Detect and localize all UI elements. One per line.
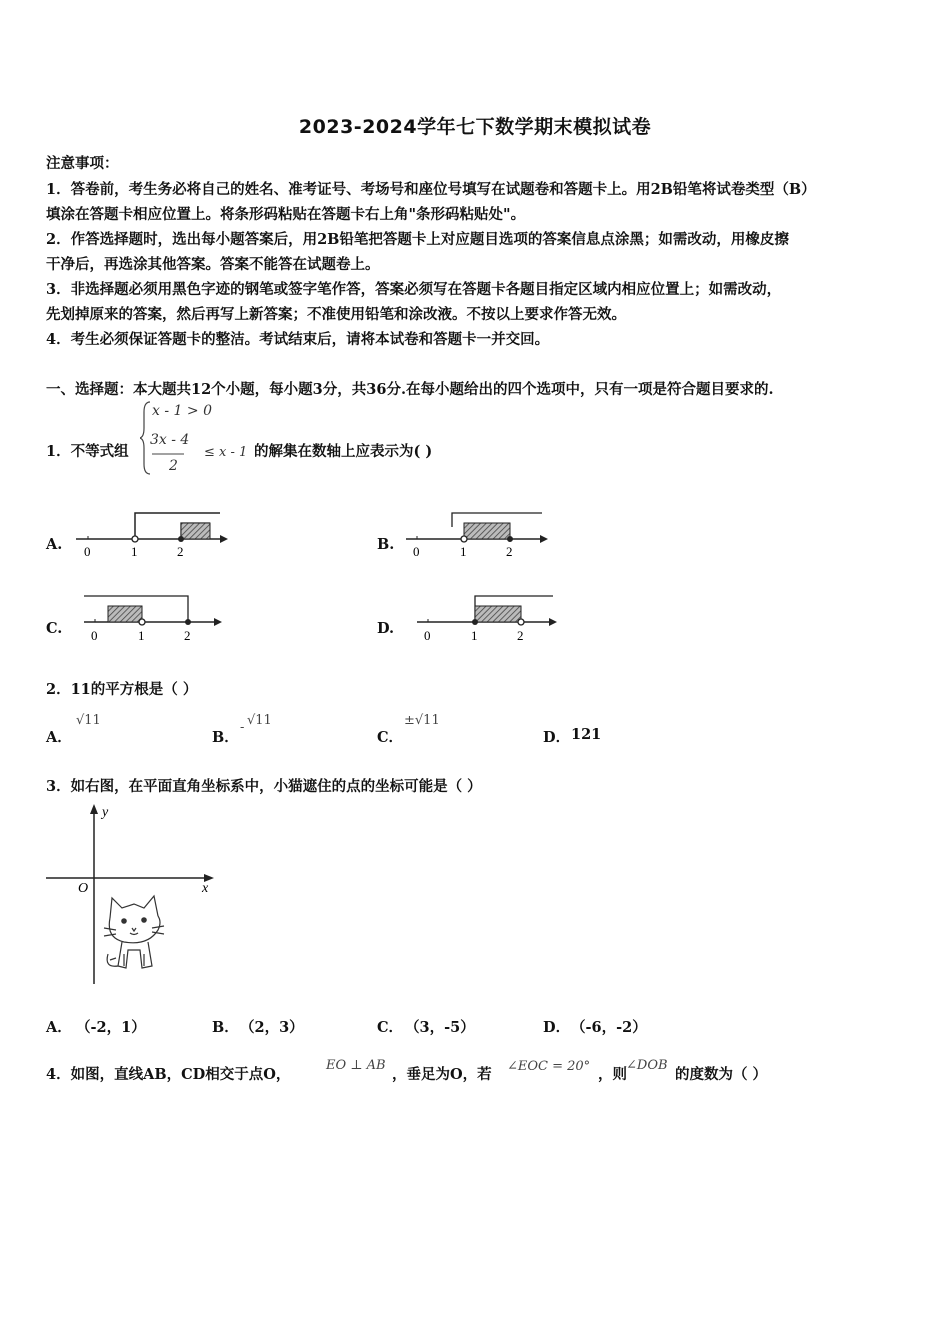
- q1-frac-den: 2: [169, 458, 178, 474]
- tick-1: 1: [460, 544, 467, 559]
- q3-option-a-label[interactable]: A．: [46, 1019, 72, 1036]
- origin-label: O: [78, 881, 89, 896]
- open-dot-1: [461, 536, 467, 542]
- q1-option-d-numberline[interactable]: [413, 588, 563, 646]
- shaded-region: [181, 523, 210, 539]
- q2-option-d-value: 121: [571, 726, 602, 743]
- cat-icon: [104, 896, 164, 968]
- tick-0: 0: [84, 544, 91, 559]
- shaded-region: [475, 606, 521, 622]
- q1-frac-num: 3x - 4: [150, 432, 190, 448]
- notice-line-5: 3．非选择题必须用黑色字迹的钢笔或签字笔作答，答案必须写在答题卡各题目指定区域内相应位置上；如需改动，: [46, 281, 782, 298]
- tick-2: 2: [517, 628, 524, 643]
- q4-math-angle-eoc: ∠EOC = 20°: [507, 1059, 591, 1074]
- q4-math-angle-dob: ∠DOB: [626, 1058, 668, 1073]
- tick-2: 2: [184, 628, 191, 643]
- solid-dot-2: [507, 536, 513, 542]
- tick-0: 0: [424, 628, 431, 643]
- q2-option-b-label[interactable]: B．: [212, 729, 239, 746]
- q1-option-b-label[interactable]: B.: [377, 536, 395, 553]
- notice-line-2: 填涂在答题卡相应位置上。将条形码粘贴在答题卡右上角"条形码粘贴处"。: [46, 206, 526, 223]
- q4-suffix: 的度数为（ ）: [675, 1066, 768, 1083]
- solid-dot-2: [178, 536, 184, 542]
- solid-dot-2: [185, 619, 191, 625]
- notice-line-7: 4．考生必须保证答题卡的整洁。考试结束后，请将本试卷和答题卡一并交回。: [46, 331, 550, 348]
- q2-option-c-label[interactable]: C．: [377, 729, 404, 746]
- open-dot-1: [139, 619, 145, 625]
- shaded-region: [108, 606, 142, 622]
- q4-mid1: ，垂足为O，若: [392, 1066, 492, 1083]
- q2-option-a-value: √11: [76, 713, 101, 728]
- q1-suffix: 的解集在数轴上应表示为( ): [254, 443, 433, 460]
- tick-1: 1: [131, 544, 138, 559]
- q4-math-eo-perp-ab: EO ⊥ AB: [326, 1058, 386, 1073]
- q4-mid2: ，则: [598, 1066, 627, 1083]
- open-dot-1: [132, 536, 138, 542]
- notice-line-1: 1．答卷前，考生务必将自己的姓名、准考证号、考场号和座位号填写在试题卷和答题卡上。用2B铅笔将试卷类型（B）: [46, 181, 816, 198]
- q1-ineq1: x - 1 > 0: [152, 403, 212, 419]
- q1-option-c-label[interactable]: C.: [46, 620, 63, 637]
- q3-option-c-label[interactable]: C．: [377, 1019, 404, 1036]
- open-dot-2: [518, 619, 524, 625]
- q3-option-b-value: （2，3）: [240, 1019, 304, 1036]
- q2-option-c-value: ±√11: [404, 713, 440, 728]
- notice-line-3: 2．作答选择题时，选出每小题答案后，用2B铅笔把答题卡上对应题目选项的答案信息点涂黑；如需改动，用橡皮擦: [46, 231, 789, 248]
- q3-option-d-label[interactable]: D．: [543, 1019, 571, 1036]
- tick-0: 0: [413, 544, 420, 559]
- q1-option-b-numberline[interactable]: [402, 505, 557, 563]
- q4-prefix: 4．如图，直线AB，CD相交于点O，: [46, 1066, 291, 1083]
- q3-stem: 3．如右图，在平面直角坐标系中，小猫遮住的点的坐标可能是（ ）: [46, 778, 482, 795]
- y-axis-label: y: [102, 805, 109, 820]
- axis-arrow: [220, 535, 228, 543]
- q2-option-d-label[interactable]: D．: [543, 729, 571, 746]
- q1-option-d-label[interactable]: D.: [377, 620, 395, 637]
- q2-option-b-value: √11: [247, 713, 272, 728]
- solid-dot-1: [472, 619, 478, 625]
- q1-ineq2-tail: ≤ x - 1: [204, 445, 248, 460]
- tick-2: 2: [177, 544, 184, 559]
- page-title: 2023-2024学年七下数学期末模拟试卷: [298, 116, 652, 138]
- tick-1: 1: [138, 628, 145, 643]
- shaded-region: [464, 523, 510, 539]
- q2-stem: 2．11的平方根是（ ）: [46, 681, 198, 698]
- q1-prefix: 1．不等式组: [46, 443, 129, 460]
- q3-option-a-value: （-2，1）: [76, 1019, 146, 1036]
- q3-coordinate-figure: [44, 800, 224, 990]
- q1-option-c-numberline[interactable]: [80, 588, 230, 646]
- q1-option-a-label[interactable]: A.: [46, 536, 63, 553]
- q1-option-a-numberline[interactable]: [70, 505, 245, 563]
- notice-line-4: 干净后，再选涂其他答案。答案不能答在试题卷上。: [46, 256, 380, 273]
- tick-2: 2: [506, 544, 513, 559]
- tick-0: 0: [91, 628, 98, 643]
- q3-option-c-value: （3，-5）: [405, 1019, 475, 1036]
- q2-option-a-label[interactable]: A．: [46, 729, 72, 746]
- q3-option-d-value: （-6，-2）: [571, 1019, 647, 1036]
- q2-option-b-prefix: -: [240, 720, 245, 735]
- x-axis-label: x: [202, 881, 209, 896]
- notice-line-6: 先划掉原来的答案，然后再写上新答案；不准使用铅笔和涂改液。不按以上要求作答无效。: [46, 306, 626, 323]
- section-heading: 一、选择题：本大题共12个小题，每小题3分，共36分.在每小题给出的四个选项中，只有一项是符合题目要求的.: [46, 381, 774, 398]
- tick-1: 1: [471, 628, 478, 643]
- q3-option-b-label[interactable]: B．: [212, 1019, 239, 1036]
- notice-heading: 注意事项：: [46, 155, 119, 172]
